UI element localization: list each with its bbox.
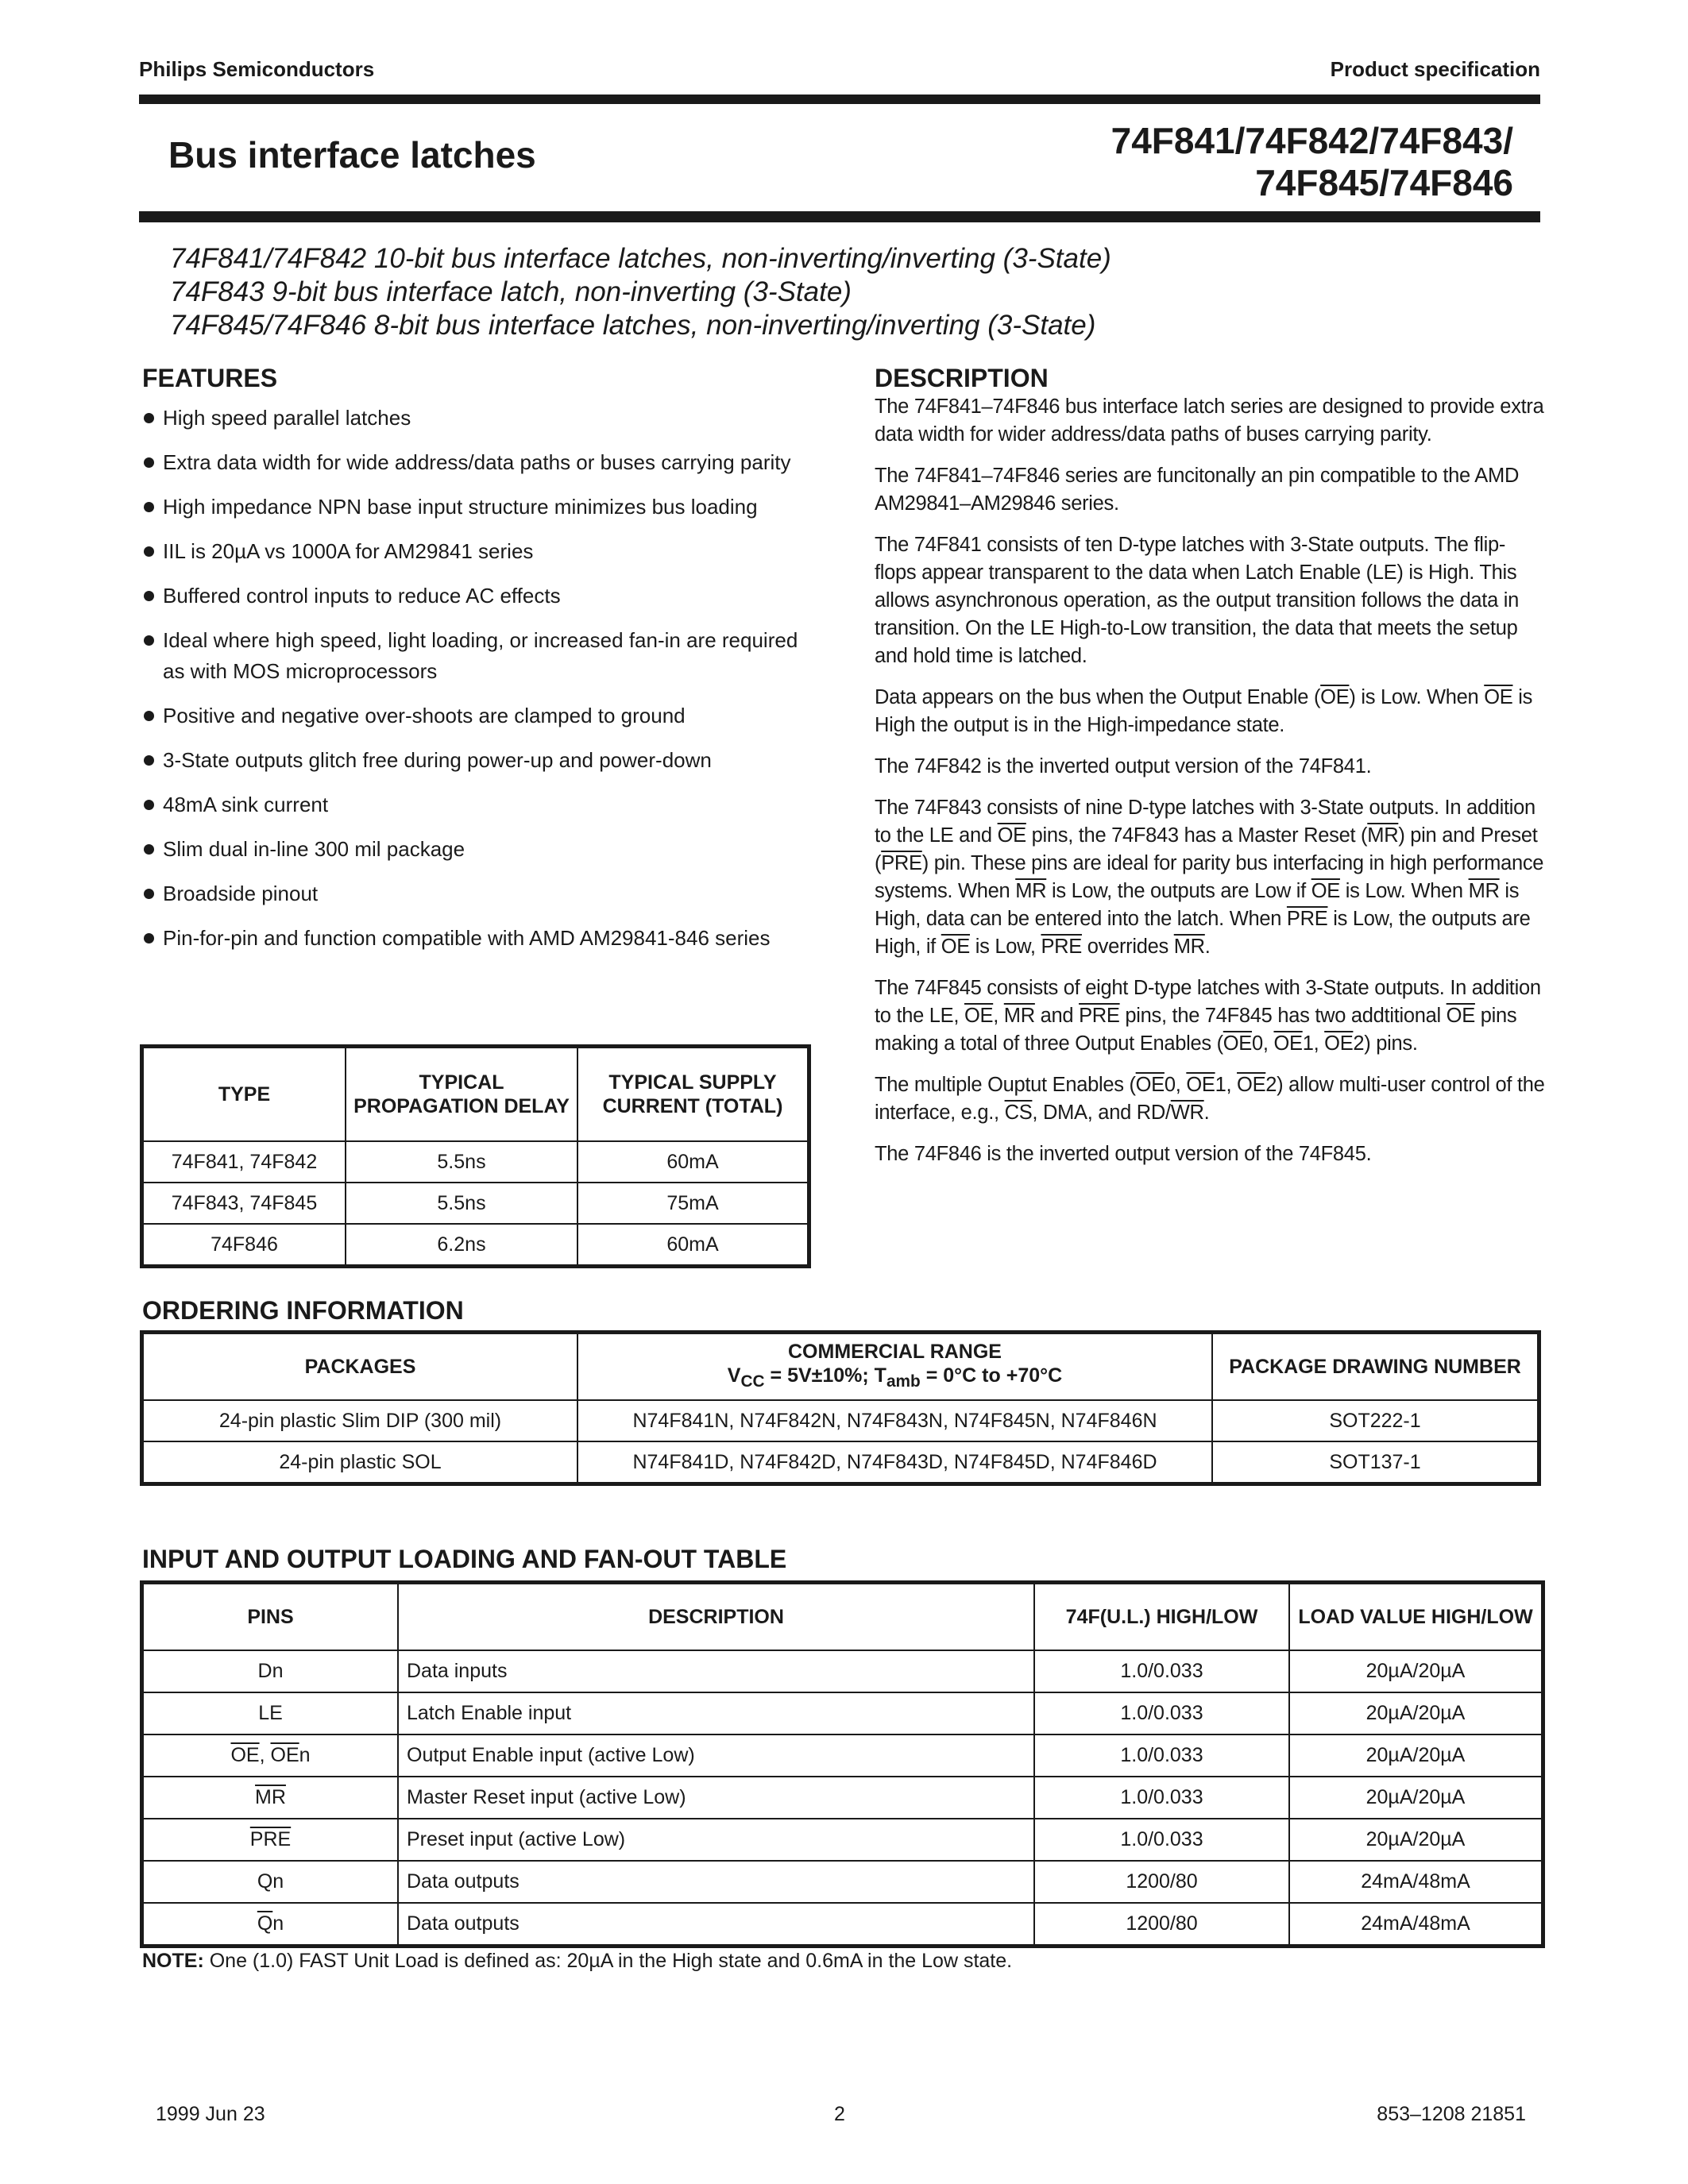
load-value-cell: 20µA/20µA [1289,1819,1542,1861]
table-row [143,1141,808,1183]
table-row [143,1903,1542,1945]
text-segment: , DMA, and RD/ [1032,1102,1171,1124]
description-cell: Data outputs [398,1903,1034,1945]
column-header: PACKAGE DRAWING NUMBER [1212,1333,1538,1400]
unit-load-cell: 1.0/0.033 [1034,1734,1289,1777]
description-heading: DESCRIPTION [875,364,1049,392]
text-segment: , [259,1744,271,1766]
feature-item: High impedance NPN base input structure minimizes bus loading [142,492,817,523]
footer-date: 1999 Jun 23 [156,2103,265,2125]
table-cell: 60mA [577,1224,808,1265]
description-paragraph [875,753,1546,781]
subscript: CC [740,1372,765,1391]
text-segment: 0, [1164,1074,1187,1096]
unit-load-cell: 1.0/0.033 [1034,1650,1289,1692]
text-segment: The 74F843 consists of nine D-type latches with 3-State outputs. In addition to the LE and [875,797,1535,847]
table-cell: 74F846 [143,1224,346,1265]
part-numbers-line2: 74F845/74F846 [1255,162,1513,203]
overlined-signal: $\overline{OE}$ [1320,686,1350,708]
table-row [143,1183,808,1224]
text-segment: and [1034,1005,1080,1027]
column-header: PACKAGES [143,1333,577,1400]
overlined-signal: $\overline{MR}$ [255,1786,286,1808]
text-segment: is High, data can be entered into the latch. When [875,880,1520,930]
table-row [143,1224,808,1265]
text-segment: overrides [1081,936,1174,958]
description-paragraph [875,393,1546,449]
overlined-signal: $\overline{MR}$ [1173,936,1205,958]
feature-item: 48mA sink current [142,789,817,820]
table-cell: N74F841D, N74F842D, N74F843D, N74F845D, N74F846D [577,1441,1212,1483]
table-row [143,1777,1542,1819]
overlined-signal: $\overline{OE}$ [1135,1074,1165,1096]
text-segment: ) is Low. When [1349,686,1485,708]
feature-item: Extra data width for wide address/data paths or buses carrying parity [142,447,817,478]
features-list [142,403,817,967]
overlined-signal: $\overline{MR}$ [1468,880,1500,902]
overlined-signal: $\overline{OE}$ [1237,1074,1266,1096]
company-name: Philips Semiconductors [139,57,375,81]
overlined-signal: $\overline{OE}$ [1223,1032,1253,1055]
table-cell: 6.2ns [346,1224,577,1265]
table-cell: 75mA [577,1183,808,1224]
overlined-signal: $\overline{OE}$ [1186,1074,1215,1096]
text-segment: 1, [1215,1074,1238,1096]
description-paragraph [875,794,1546,961]
text-segment: The 74F846 is the inverted output version of the 74F845. [875,1143,1372,1165]
description-body [875,393,1546,1182]
table-row [143,1861,1542,1903]
text-segment: pins making a total of three Output Enables ( [875,1005,1517,1055]
text-segment: . [1203,1102,1210,1124]
pin-cell [143,1734,398,1777]
description-cell: Data outputs [398,1861,1034,1903]
load-value-cell: 20µA/20µA [1289,1692,1542,1734]
overlined-signal: $\overline{OE}$ [1324,1032,1354,1055]
column-header: TYPICAL PROPAGATION DELAY [346,1048,577,1141]
document-code: 853–1208 21851 [1377,2103,1526,2125]
overlined-signal: $\overline{PRE}$ [1041,936,1082,958]
overlined-signal: $\overline{OE}$ [1311,880,1340,902]
table-cell: SOT137-1 [1212,1441,1538,1483]
table-cell: 5.5ns [346,1141,577,1183]
range-condition: = 0°C to +70°C [920,1364,1063,1387]
page-number: 2 [834,2103,845,2125]
overlined-signal: $\overline{Q}$ [257,1912,273,1935]
features-heading: FEATURES [142,364,278,392]
description-cell: Latch Enable input [398,1692,1034,1734]
overlined-signal: $\overline{PRE}$ [881,852,922,874]
overlined-signal: $\overline{PRE}$ [1079,1005,1120,1027]
load-value-cell: 24mA/48mA [1289,1903,1542,1945]
ordering-table [142,1333,1539,1484]
text-segment: pins, the 74F843 has a Master Reset ( [1026,824,1368,847]
text-segment: The 74F841–74F846 series are funcitonally an pin compatible to the AMD AM29841–AM29846 series. [875,465,1520,515]
pin-cell [143,1692,398,1734]
text-segment: Qn [257,1870,284,1893]
description-cell: Data inputs [398,1650,1034,1692]
table-row [143,1734,1542,1777]
range-condition: = 5V±10%; T [764,1364,886,1387]
range-condition: V [727,1364,741,1387]
table-row [143,1400,1538,1441]
pin-cell [143,1819,398,1861]
subtitle: 74F843 9-bit bus interface latch, non-inverting (3-State) [170,276,852,307]
description-paragraph [875,974,1546,1058]
text-segment: The 74F842 is the inverted output version of the 74F841. [875,755,1372,778]
note-text: One (1.0) FAST Unit Load is defined as: 20µA in the High state and 0.6mA in the Low state. [203,1950,1013,1972]
feature-item: Slim dual in-line 300 mil package [142,834,817,865]
unit-load-cell: 1.0/0.033 [1034,1777,1289,1819]
description-cell: Preset input (active Low) [398,1819,1034,1861]
column-header: PINS [143,1584,398,1650]
table-cell: 5.5ns [346,1183,577,1224]
table-row [143,1441,1538,1483]
pin-cell [143,1861,398,1903]
part-numbers-line1: 74F841/74F842/74F843/ [1111,120,1513,161]
text-segment: The 74F845 consists of eight D-type latches with 3-State outputs. In addition to the LE, [875,977,1541,1027]
pin-cell [143,1650,398,1692]
loading-heading: INPUT AND OUTPUT LOADING AND FAN-OUT TABLE [142,1545,787,1573]
description-paragraph [875,1071,1546,1127]
table-cell: 60mA [577,1141,808,1183]
subtitle: 74F841/74F842 10-bit bus interface latches, non-inverting/inverting (3-State) [170,243,1111,274]
document-type: Product specification [1330,57,1540,81]
unit-load-cell: 1200/80 [1034,1861,1289,1903]
text-segment: The 74F841–74F846 bus interface latch series are designed to provide extra data width for wider address/data paths of buses carrying parity. [875,396,1544,446]
description-paragraph [875,684,1546,739]
text-segment: 1, [1302,1032,1325,1055]
text-segment: is Low, the outputs are Low if [1046,880,1311,902]
feature-item: Pin-for-pin and function compatible with AMD AM29841-846 series [142,923,817,954]
overlined-signal: $\overline{CS}$ [1004,1102,1033,1124]
description-cell: Master Reset input (active Low) [398,1777,1034,1819]
pin-cell [143,1903,398,1945]
table-row [143,1692,1542,1734]
table-cell: N74F841N, N74F842N, N74F843N, N74F845N, N74F846N [577,1400,1212,1441]
feature-item: Buffered control inputs to reduce AC effects [142,581,817,612]
range-label: COMMERCIAL RANGE [788,1341,1002,1363]
unit-load-cell: 1.0/0.033 [1034,1692,1289,1734]
text-segment: , [993,1005,1004,1027]
overlined-signal: $\overline{PRE}$ [249,1828,292,1850]
pin-cell [143,1777,398,1819]
table-cell: 24-pin plastic SOL [143,1441,577,1483]
description-paragraph [875,462,1546,518]
overlined-signal: $\overline{OE}$ [270,1744,299,1766]
unit-load-cell: 1.0/0.033 [1034,1819,1289,1861]
overlined-signal: $\overline{OE}$ [1484,686,1513,708]
text-segment: 2) allow multi-user control of the interface, e.g., [875,1074,1545,1124]
text-segment: The 74F841 consists of ten D-type latches with 3-State outputs. The flip-flops appear transparent to the data when Latch Enable (LE) is High. This allows asynchronous operation, as the output transition follows the data in transition. On the LE High-to-Low transition, the data that meets the setup and hold time is latched. [875,534,1520,667]
column-header: TYPICAL SUPPLY CURRENT (TOTAL) [577,1048,808,1141]
text-segment: 0, [1252,1032,1274,1055]
overlined-signal: $\overline{OE}$ [230,1744,260,1766]
column-header: DESCRIPTION [398,1584,1034,1650]
subtitle: 74F845/74F846 8-bit bus interface latches, non-inverting/inverting (3-State) [170,310,1096,341]
text-segment: is Low, the outputs are High, if [875,908,1531,958]
title-rule [139,211,1540,222]
text-segment: n [272,1912,284,1935]
table-row [143,1650,1542,1692]
feature-item: Positive and negative over-shoots are clamped to ground [142,700,817,731]
feature-item: Ideal where high speed, light loading, or increased fan-in are required as with MOS microprocessors [142,625,817,687]
feature-item: IIL is 20µA vs 1000A for AM29841 series [142,536,817,567]
overlined-signal: $\overline{MR}$ [1003,1005,1035,1027]
column-header: LOAD VALUE HIGH/LOW [1289,1584,1542,1650]
overlined-signal: $\overline{OE}$ [1446,1005,1475,1027]
load-value-cell: 24mA/48mA [1289,1861,1542,1903]
feature-item: Broadside pinout [142,878,817,909]
type-table [142,1047,809,1266]
text-segment: is Low. When [1339,880,1469,902]
ordering-heading: ORDERING INFORMATION [142,1296,464,1325]
table-cell: 24-pin plastic Slim DIP (300 mil) [143,1400,577,1441]
feature-item: High speed parallel latches [142,403,817,434]
load-value-cell: 20µA/20µA [1289,1650,1542,1692]
overlined-signal: $\overline{OE}$ [997,824,1026,847]
text-segment: LE [258,1702,283,1724]
text-segment: n [299,1744,311,1766]
table-cell: 74F843, 74F845 [143,1183,346,1224]
table-cell: SOT222-1 [1212,1400,1538,1441]
table-cell: 74F841, 74F842 [143,1141,346,1183]
overlined-signal: $\overline{MR}$ [1367,824,1399,847]
column-header: TYPE [143,1048,346,1141]
text-segment: ) pin and Preset ( [875,824,1538,874]
overlined-signal: $\overline{OE}$ [941,936,970,958]
note-label: NOTE: [142,1950,204,1972]
load-value-cell: 20µA/20µA [1289,1777,1542,1819]
description-paragraph [875,531,1546,670]
overlined-signal: $\overline{OE}$ [1273,1032,1303,1055]
loading-table [142,1583,1543,1946]
column-header: 74F(U.L.) HIGH/LOW [1034,1584,1289,1650]
unit-load-cell: 1200/80 [1034,1903,1289,1945]
description-paragraph [875,1140,1546,1168]
text-segment: . [1204,936,1211,958]
text-segment: is High the output is in the High-impedance state. [875,686,1533,736]
feature-item: 3-State outputs glitch free during power-up and power-down [142,745,817,776]
page-title: Bus interface latches [168,134,536,176]
note [142,1950,1012,1973]
text-segment: pins, the 74F845 has two addtitional [1119,1005,1447,1027]
overlined-signal: $\overline{WR}$ [1170,1102,1204,1124]
text-segment: ) pin. These pins are ideal for parity bus interfacing in high performance systems. When [875,852,1544,902]
column-header [577,1333,1212,1400]
overlined-signal: $\overline{PRE}$ [1286,908,1328,930]
overlined-signal: $\overline{OE}$ [964,1005,994,1027]
text-segment: Data appears on the bus when the Output Enable ( [875,686,1321,708]
overlined-signal: $\overline{MR}$ [1015,880,1047,902]
text-segment: Dn [257,1660,284,1682]
text-segment: 2) pins. [1353,1032,1418,1055]
description-cell: Output Enable input (active Low) [398,1734,1034,1777]
text-segment: is Low, [970,936,1041,958]
load-value-cell: 20µA/20µA [1289,1734,1542,1777]
text-segment: The multiple Ouptut Enables ( [875,1074,1136,1096]
subscript: amb [886,1372,921,1391]
header-rule [139,95,1540,104]
table-row [143,1819,1542,1861]
